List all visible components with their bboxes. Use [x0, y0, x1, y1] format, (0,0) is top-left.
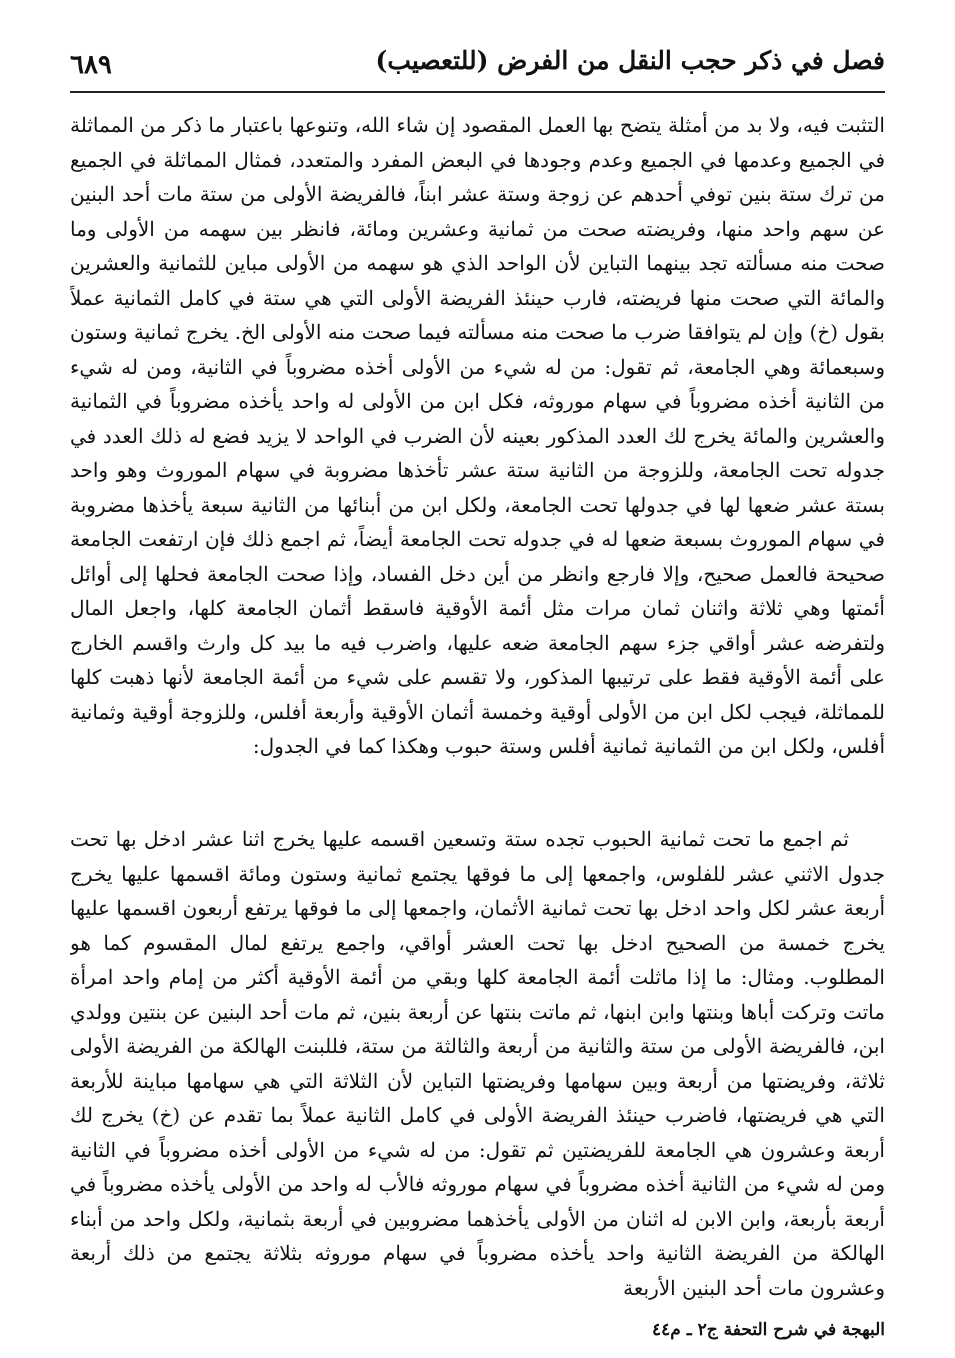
header-rule [70, 91, 885, 93]
paragraph: التثبت فيه، ولا بد من أمثلة يتضح بها العمل المقصود إن شاء الله، وتنوعها باعتبار ما ذكر من المماثلة في الجميع وعدمها في الجميع وعدم وجودها في البعض المفرد والمتعدد، فمثال المماثلة في الجميع من ترك ستة بنين توفي أحدهم عن زوجة وستة عشر ابناً، فالفريضة الأولى من ستة مات أحد البنين عن سهم واحد منها، وفريضته صحت من ثمانية وعشرين ومائة، فانظر بين سهمه من الأولى وما صحت منه مسألته تجد بينهما التباين لأن الواحد الذي هو سهمه من الأولى مباين للثمانية والعشرين والمائة التي صحت منها فريضته، فارب حينئذ الفريضة الأولى التي هي ستة في كامل الثمانية عملاً بقول (خ) وإن لم يتوافقا ضرب ما صحت منه مسألته فيما صحت منه الأولى الخ. يخرج ثمانية وستون وسبعمائة وهي الجامعة، ثم تقول: من له شيء من الأولى أخذه مضروباً في الثانية، ومن له شيء من الثانية أخذه مضروباً في سهام موروثه، فكل ابن من الأولى له واحد يأخذه مضروباً في الثمانية والعشرين والمائة يخرج لك العدد المذكور بعينه لأن الضرب في الواحد لا يزيد فضع له ذلك العدد في جدوله تحت الجامعة، وللزوجة من الثانية ستة عشر تأخذها مضروبة في سهام الموروث وهو واحد بستة عشر ضعها لها في جدولها تحت الجامعة، ولكل ابن من أبنائها من الثانية سبعة يأخذها مضروبة في سهام الموروث بسبعة ضعها له في جدوله تحت الجامعة أيضاً، ثم اجمع ذلك فإن ارتفعت الجامعة صحيحة فالعمل صحيح، وإلا فارجع وانظر من أين دخل الفساد، وإذا صحت الجامعة فحلها إلى أوائل أئمتها وهي ثلاثة واثنان ثمان مرات مثل أئمة الأوقية فاسقط أثمان الجامعة كلها، واجعل المال ولتفرضه عشر أواقي جزء سهم الجامعة ضعه عليها، واضرب فيه ما بيد كل وارث واقسم الخارج على أئمة الأوقية فقط على ترتيبها المذكور، ولا تقسم على شيء من أئمة الجامعة لأنها ذهبت كلها للمماثلة، فيجب لكل ابن من الأولى أوقية وخمسة أثمان الأوقية وأربعة أفلس، وللزوجة أوقية وثمانية أفلس، ولكل ابن من الثمانية ثمانية أفلس وستة حبوب وهكذا كما في الجدول: [70, 113, 885, 758]
paragraph: ثم اجمع ما تحت ثمانية الحبوب تجده ستة وتسعين اقسمه عليها يخرج اثنا عشر ادخل بها تحت جدول الاثني عشر للفلوس، واجمعها إلى ما فوقها يجتمع ثمانية وستون ومائة اقسمها عليها يخرج أربعة عشر لكل واحد ادخل بها تحت ثمانية الأثمان، واجمعها إلى ما فوقها يرتفع أربعون اقسمها عليها يخرج خمسة من الصحيح ادخل بها تحت العشر أواقي، واجمع يرتفع لمال المقسوم كما هو المطلوب. ومثال: ما إذا ماثلت أئمة الجامعة كلها وبقي من أئمة الأوقية أكثر من إمام واحد امرأة ماتت وتركت أباها وبنتها وابن ابنها، ثم ماتت بنتها عن أربعة بنين، ثم مات أحد البنين عن بنتين وولدي ابن، فالفريضة الأولى من ستة والثانية من أربعة والثالثة من ستة، فللبنت الهالكة من الفريضة الأولى ثلاثة، وفريضتها من أربعة وبين سهامها وفريضتها التباين لأن الثلاثة التي هي سهامها مباينة للأربعة التي هي فريضتها، فاضرب حينئذ الفريضة الأولى في كامل الثانية عملاً بما تقدم عن (خ) يخرج لك أربعة وعشرون هي الجامعة للفريضتين ثم تقول: من له شيء من الأولى أخذه مضروباً في الثانية ومن له شيء من الثانية أخذه مضروباً في سهام موروثه فالأب له واحد من الأولى يأخذه مضروباً في أربعة بأربعة، وابن الابن له اثنان من الأولى يأخذهما مضروبين في أربعة بثمانية، ولكل واحد من أبناء الهالكة من الفريضة الثانية واحد يأخذه مضروباً في سهام موروثه بثلاثة يجتمع من ذلك أربعة وعشرون مات أحد البنين الأربعة [70, 827, 885, 1300]
page-header [70, 44, 885, 86]
page-number: ٦٨٩ [70, 50, 112, 80]
footer-signature: البهجة في شرح التحفة ج٢ ـ م٤٤ [652, 1320, 885, 1340]
body-text [70, 108, 885, 1307]
chapter-title: فصل في ذكر حجب النقل من الفرض (للتعصيب) [375, 46, 885, 75]
